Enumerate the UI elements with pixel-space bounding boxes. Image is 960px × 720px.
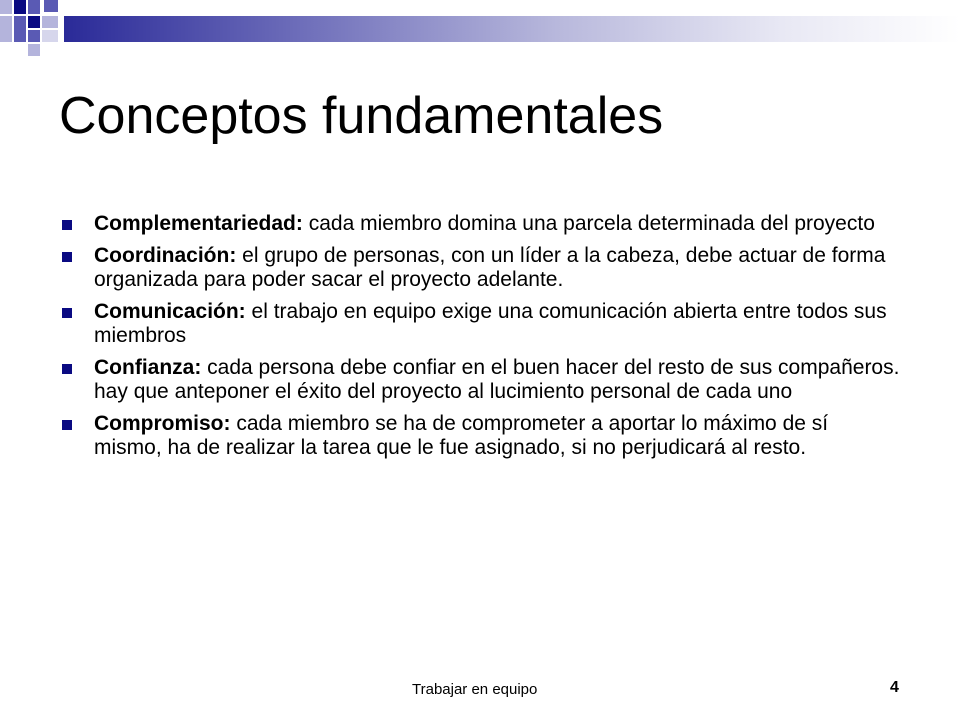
bullet-text: cada persona debe confiar en el buen hacer del resto de sus compañeros. hay que anteponer el éxito del proyecto al lucimiento personal de cada uno: [94, 356, 900, 403]
square-bullet-icon: [62, 220, 72, 230]
decorative-square: [14, 0, 26, 14]
bullet-term: Confianza:: [94, 356, 202, 379]
square-bullet-icon: [62, 420, 72, 430]
decorative-square: [0, 0, 12, 14]
slide-title: Conceptos fundamentales: [59, 87, 664, 145]
square-bullet-icon: [62, 364, 72, 374]
bullet-term: Complementariedad:: [94, 212, 303, 235]
decorative-square: [14, 16, 26, 42]
bullet-term: Compromiso:: [94, 412, 231, 435]
header-decoration: [0, 0, 960, 60]
decorative-square: [28, 44, 40, 56]
decorative-square: [0, 16, 12, 42]
square-bullet-icon: [62, 252, 72, 262]
bullet-item-complementariedad: [60, 212, 900, 236]
decorative-square: [42, 16, 58, 28]
bullet-text: el trabajo en equipo exige una comunicación abierta entre todos sus miembros: [94, 300, 887, 347]
decorative-square: [28, 16, 40, 28]
page-number: 4: [890, 679, 899, 696]
square-bullet-icon: [62, 308, 72, 318]
bullet-item-comunicacion: [60, 300, 900, 348]
bullet-text: el grupo de personas, con un líder a la cabeza, debe actuar de forma organizada para poder sacar el proyecto adelante.: [94, 244, 886, 291]
decorative-square: [28, 0, 40, 14]
bullet-item-confianza: [60, 356, 900, 404]
bullet-term: Comunicación:: [94, 300, 246, 323]
bullet-text: cada miembro se ha de comprometer a aportar lo máximo de sí mismo, ha de realizar la tarea que le fue asignado, si no perjudicará al resto.: [94, 412, 829, 459]
decorative-square: [28, 30, 40, 42]
decorative-square: [42, 30, 58, 42]
bullet-item-coordinacion: [60, 244, 900, 292]
decorative-square: [44, 0, 58, 12]
bullet-list: [60, 212, 900, 468]
bullet-term: Coordinación:: [94, 244, 237, 267]
footer-text: Trabajar en equipo: [412, 681, 538, 698]
header-gradient-bar: [64, 16, 960, 42]
bullet-text: cada miembro domina una parcela determinada del proyecto: [302, 212, 875, 235]
bullet-item-compromiso: [60, 412, 900, 460]
